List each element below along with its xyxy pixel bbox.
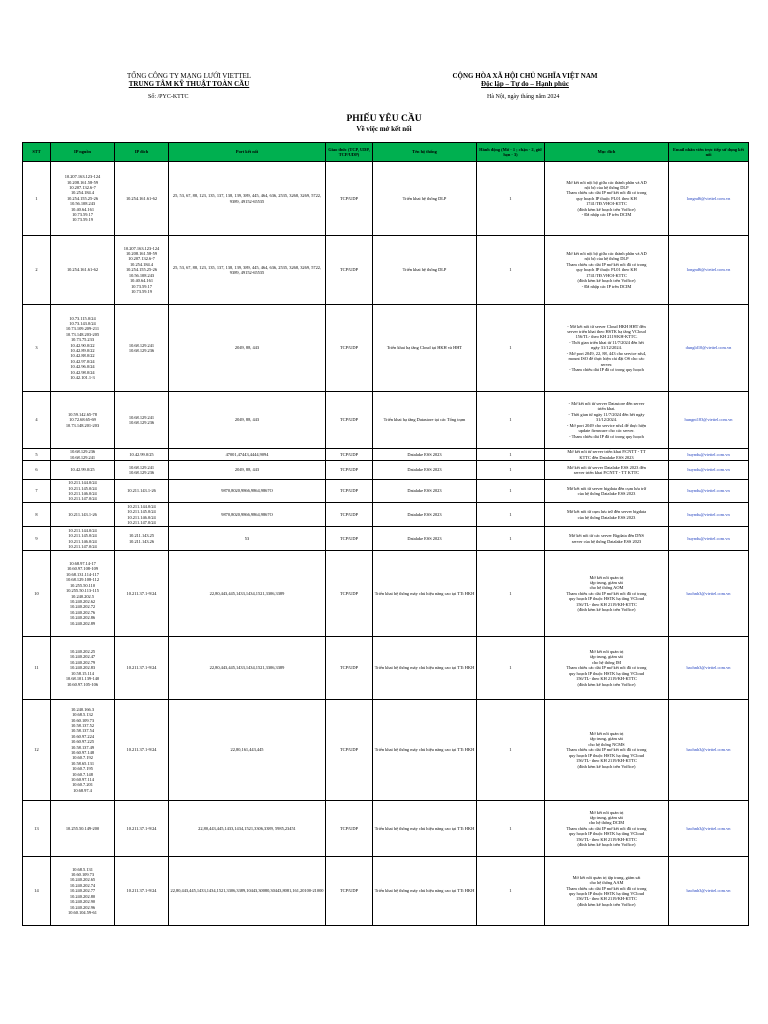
cell-system: Triển khai hệ thống DLP (373, 236, 477, 305)
organization-header (100, 72, 278, 89)
cell-port: 22,80,161,443,445 (169, 700, 326, 801)
cell-purpose: Mở kết nối quản trị tập trung, giám sát cho hệ thống AOM Tham chiếu các dải IP mở kết nối đã có trong quy hoạch IP thuộc HSTK hạ tầng VCloud 156/TL- theo KH 2119/KH-KTTC (đính kèm kế hoạch trên Voffice) (545, 551, 669, 637)
cell-purpose: Mở kết nối nội bộ giữa các thành phần và AD nội bộ của hệ thống DLP Tham chiếu các dải IP mở kết nối đã có trong quy hoạch IP thuộc PL01 theo KH 1741/TĐ.VHOI-KTTC (đính kèm kế hoạch trên Voffice) - Đã nhập các IP trên DCIM (545, 236, 669, 305)
cell-system: Triển khai hệ thống máy chủ hiệu năng cao tại TTi HKH (373, 637, 477, 700)
table-row (23, 551, 749, 637)
cell-email: bachnh3@viettel.com.vn (669, 857, 749, 926)
cell-system: Triển khai hạ tầng Cloud tại HKH và HHT (373, 305, 477, 392)
cell-stt: 14 (23, 857, 51, 926)
cell-protocol: TCP/UDP (326, 857, 373, 926)
cell-source-ip: 10.211.144.0/24 10.211.145.0/24 10.211.146.0/24 10.211.147.0/24 (51, 480, 115, 503)
cell-port: 9870,8020,9866,9864,9867O (169, 480, 326, 503)
cell-protocol: TCP/UDP (326, 700, 373, 801)
column-header: Giao thức (TCP, UDP, TCP/UDP) (326, 143, 373, 162)
table-row (23, 480, 749, 503)
cell-destination-ip: 10.68.129.241 10.68.129.236 (115, 461, 169, 480)
request-table (22, 142, 749, 926)
cell-protocol: TCP/UDP (326, 461, 373, 480)
cell-purpose: Mở kết nối quản trị tập trung, giám sát cho hệ thống NCMS Tham chiếu các dải IP mở kết nối đã có trong quy hoạch IP thuộc HSTK hạ tầng VCloud 156/TL- theo KH 2119/KH-KTTC (đính kèm kế hoạch trên Voffice) (545, 700, 669, 801)
cell-port: 25, 53, 67, 88, 123, 135, 137, 138, 139, 389, 445, 464, 636, 2535, 3268, 3269, 5722, 9389, 49152-65535 (169, 162, 326, 236)
cell-system: Triển khai hạ tầng Datastore tại các Tổng trạm (373, 392, 477, 449)
cell-action: 1 (477, 461, 545, 480)
document-title: PHIẾU YÊU CẦU (346, 114, 422, 124)
cell-destination-ip: 10.211.37.1-9/24 (115, 857, 169, 926)
place-date: Hà Nội, ngày tháng năm 2024 (487, 94, 560, 100)
cell-protocol: TCP/UDP (326, 527, 373, 551)
cell-source-ip: 10.240.202.25 10.240.202.47 10.240.202.79 10.240.202.83 10.58.15.114 10.68.101.139-140 10.60.97.105-106 (51, 637, 115, 700)
cell-protocol: TCP/UDP (326, 449, 373, 461)
table-row (23, 305, 749, 392)
table-body (23, 162, 749, 926)
cell-action: 1 (477, 449, 545, 461)
cell-purpose: Mở kết nối quản trị tập trung, giám sát cho hệ thống DCIM Tham chiếu các dải IP mở kết nối đã có trong quy hoạch IP thuộc HSTK hạ tầng VCloud 156/TL- theo KH 2119/KH-KTTC (đính kèm kế hoạch trên Voffice) (545, 801, 669, 857)
cell-stt: 10 (23, 551, 51, 637)
cell-system: Triển khai hệ thống máy chủ hiệu năng cao tại TTi HKH (373, 857, 477, 926)
national-header (420, 72, 630, 89)
cell-purpose: Mở kết nối nội bộ giữa các thành phần và AD nội bộ của hệ thống DLP Tham chiếu các dải IP mở kết nối đã có trong quy hoạch IP thuộc PL01 theo KH 1741/TĐ.VHOI-KTTC (đính kèm kế hoạch trên Voffice) - Đã nhập các IP trên DCIM (545, 162, 669, 236)
cell-protocol: TCP/UDP (326, 392, 373, 449)
column-header: IP đích (115, 143, 169, 162)
cell-stt: 7 (23, 480, 51, 503)
cell-system: Datalake ESS 2023 (373, 503, 477, 527)
cell-purpose: - Mở kết nối từ server Cloud HKH HHT đến server triển khai theo HSTK hạ tầng VCloud 156/TL- theo KH 2119/KH-KTTC. - Thời gian triển khai từ 11/7/2024 đến hết ngày 31/12/2024. - Mở port 2049, 22, 88, 443 cho service nfs4, mount ISO để thực hiện cài đặt OS cho các server. - Tham chiếu dải IP đã có trong quy hoạch (545, 305, 669, 392)
cell-action: 1 (477, 801, 545, 857)
cell-port: 22,80,443,445,1433,1434,1521,3306,3389 (169, 551, 326, 637)
cell-destination-ip: 10.211.37.1-9/24 (115, 801, 169, 857)
cell-source-ip: 10.68.5.131 10.60.109.73 10.240.202.65 10.240.202.74 10.240.202.77 10.240.202.80 10.240.202.90 10.240.202.96 10.60.104.59-61 (51, 857, 115, 926)
cell-source-ip: 10.42.99.0/25 (51, 461, 115, 480)
cell-port: 22,80,443,445,1433,1434,1521,3306,3389,10443,30080,30443,8081,161,20100-21000 (169, 857, 326, 926)
cell-system: Datalake ESS 2023 (373, 527, 477, 551)
cell-action: 1 (477, 527, 545, 551)
cell-stt: 11 (23, 637, 51, 700)
nation-title: CỘNG HÒA XÃ HỘI CHỦ NGHĨA VIỆT NAM (452, 72, 598, 80)
cell-protocol: TCP/UDP (326, 480, 373, 503)
cell-destination-ip: 10.211.144.0/24 10.211.145.0/24 10.211.146.0/24 10.211.147.0/24 (115, 503, 169, 527)
cell-email: bachnh3@viettel.com.vn (669, 700, 749, 801)
cell-port: 47001,47443,4444,9094 (169, 449, 326, 461)
cell-protocol: TCP/UDP (326, 637, 373, 700)
table-row (23, 801, 749, 857)
cell-email: dungld10@viettel.com.vn (669, 305, 749, 392)
cell-source-ip: 10.254.161.61-62 (51, 236, 115, 305)
cell-email: longnd6@viettel.com.vn (669, 162, 749, 236)
cell-email: bachnh3@viettel.com.vn (669, 637, 749, 700)
cell-destination-ip: 10.211.143.1-26 (115, 480, 169, 503)
table-row (23, 503, 749, 527)
cell-action: 1 (477, 305, 545, 392)
cell-email: longnd6@viettel.com.vn (669, 236, 749, 305)
column-header: Port kết nối (169, 143, 326, 162)
cell-email: huyndu@viettel.com.vn (669, 480, 749, 503)
cell-source-ip: 10.73.115.0/24 10.73.143.0/24 10.73.109.209-211 10.73.148.203-205 10.73.75.233 10.42.90.0/22 10.42.89.0/22 10.42.88.0/22 10.42.97.0/24 10.42.96.0/24 10.42.98.0/24 10.42.101.1-3 (51, 305, 115, 392)
cell-destination-ip: 10.42.99.0/25 (115, 449, 169, 461)
cell-destination-ip: 10.211.143.25 10.211.143.26 (115, 527, 169, 551)
cell-email: bachnh3@viettel.com.vn (669, 551, 749, 637)
cell-source-ip: 10.207.163.123-124 10.208.161.58-59 10.207.132.6-7 10.254.184.4 10.254.155.25-26 10.56.108.243 10.40.64.161 10.73.59.17 10.73.59.19 (51, 162, 115, 236)
cell-source-ip: 10.68.129.236 10.68.129.241 (51, 449, 115, 461)
cell-source-ip: 10.59.142.65-78 10.72.68.65-69 10.73.148.201-203 (51, 392, 115, 449)
document-subtitle: Về việc mở kết nối (356, 125, 412, 133)
cell-destination-ip: 10.68.129.241 10.68.129.236 (115, 392, 169, 449)
cell-stt: 9 (23, 527, 51, 551)
column-header: Mục đích (545, 143, 669, 162)
document-number: Số: /PYC-KTTC (148, 94, 189, 100)
table-row (23, 392, 749, 449)
cell-stt: 1 (23, 162, 51, 236)
cell-purpose: Mở kết nối từ server Datalake ESS 2023 đến server triển khai P.CNTT - TT KTTC (545, 461, 669, 480)
column-header: IP nguồn (51, 143, 115, 162)
cell-port: 22,80,443,445,1433,1434,1521,3306,3389, 5985,23451 (169, 801, 326, 857)
cell-action: 1 (477, 637, 545, 700)
cell-action: 1 (477, 236, 545, 305)
column-header: Hành động (Mở - 1 ; chặn - 2, giữ hẹn - 3) (477, 143, 545, 162)
cell-destination-ip: 10.211.37.1-9/24 (115, 637, 169, 700)
cell-stt: 6 (23, 461, 51, 480)
cell-action: 1 (477, 480, 545, 503)
cell-action: 1 (477, 857, 545, 926)
national-motto: Độc lập – Tự do – Hạnh phúc (481, 80, 569, 89)
table-header-row (23, 143, 749, 162)
cell-stt: 4 (23, 392, 51, 449)
table-row (23, 461, 749, 480)
cell-protocol: TCP/UDP (326, 551, 373, 637)
cell-destination-ip: 10.211.37.1-9/24 (115, 551, 169, 637)
table-row (23, 637, 749, 700)
column-header: STT (23, 143, 51, 162)
cell-destination-ip: 10.211.37.1-9/24 (115, 700, 169, 801)
cell-port: 2049, 88, 443 (169, 392, 326, 449)
cell-email: huyndu@viettel.com.vn (669, 503, 749, 527)
cell-stt: 3 (23, 305, 51, 392)
cell-system: Triển khai hệ thống DLP (373, 162, 477, 236)
cell-port: 53 (169, 527, 326, 551)
cell-stt: 12 (23, 700, 51, 801)
cell-protocol: TCP/UDP (326, 503, 373, 527)
cell-system: Datalake ESS 2023 (373, 461, 477, 480)
cell-port: 25, 53, 67, 88, 123, 135, 137, 138, 139, 389, 445, 464, 636, 2535, 3268, 3269, 5722, 9389, 49152-65535 (169, 236, 326, 305)
cell-email: hungnt183@viettel.com.vn (669, 392, 749, 449)
cell-source-ip: 10.68.97.14-17 10.60.97.108-109 10.68.131.114-117 10.68.129.108-112 10.255.50.110 10.255.50.113-115 10.240.202.5 10.240.202.62 10.240.202.72 10.240.202.76 10.240.202.86 10.240.202.89 (51, 551, 115, 637)
cell-protocol: TCP/UDP (326, 236, 373, 305)
cell-protocol: TCP/UDP (326, 305, 373, 392)
cell-system: Triển khai hệ thống máy chủ hiệu năng cao tại TTi HKH (373, 700, 477, 801)
cell-purpose: - Mở kết nối từ server Datastore đến server triển khai. - Thời gian từ ngày 11/7/2024 đến hết ngày 31/12/2024. - Mở port 2049 cho service nfs4 để thực hiện update firmware cho các server. - Tham chiếu dải IP đã có trong quy hoạch (545, 392, 669, 449)
cell-source-ip: 10.255.50.149-200 (51, 801, 115, 857)
cell-protocol: TCP/UDP (326, 801, 373, 857)
cell-email: bachnh3@viettel.com.vn (669, 801, 749, 857)
cell-stt: 13 (23, 801, 51, 857)
table-row (23, 449, 749, 461)
cell-action: 1 (477, 392, 545, 449)
cell-purpose: Mở kết nối từ server bigdata đến cụm lưu trữ của hệ thống Datalake ESS 2023 (545, 480, 669, 503)
cell-destination-ip: 10.254.161.61-62 (115, 162, 169, 236)
cell-port: 2049, 88, 443 (169, 305, 326, 392)
table-row (23, 527, 749, 551)
cell-purpose: Mở kết nối quản trị tập trung, giám sát cho hệ thống AAM Tham chiếu các dải IP mở kết nối đã có trong quy hoạch IP thuộc HSTK hạ tầng VCloud 156/TL- theo KH 2119/KH-KTTC (đính kèm kế hoạch trên Voffice) (545, 857, 669, 926)
cell-email: huyndu@viettel.com.vn (669, 527, 749, 551)
cell-email: huyndu@viettel.com.vn (669, 449, 749, 461)
cell-action: 1 (477, 162, 545, 236)
cell-port: 9870,8020,9866,9864,9867O (169, 503, 326, 527)
cell-stt: 5 (23, 449, 51, 461)
cell-destination-ip: 10.207.163.123-124 10.208.161.58-59 10.207.132.6-7 10.254.184.4 10.254.155.25-26 10.56.108.243 10.40.64.161 10.73.59.17 10.73.59.19 (115, 236, 169, 305)
cell-port: 22,80,443,445,1433,1434,1521,3306,3389 (169, 637, 326, 700)
column-header: Tên hệ thống (373, 143, 477, 162)
cell-action: 1 (477, 551, 545, 637)
cell-source-ip: 10.240.166.3 10.68.5.132 10.60.109.73 10.58.137.52 10.58.137.54 10.60.97.224 10.60.97.225 10.58.137.49 10.60.97.148 10.60.7.192 10.58.65.131 10.60.7.195 10.60.7.148 10.60.97.114 10.60.7.201 10.68.97.4 (51, 700, 115, 801)
table-row (23, 236, 749, 305)
cell-action: 1 (477, 503, 545, 527)
cell-port: 2049, 88, 443 (169, 461, 326, 480)
cell-system: Datalake ESS 2023 (373, 449, 477, 461)
cell-system: Triển khai hệ thống máy chủ hiệu năng cao tại TTi HKH (373, 551, 477, 637)
cell-destination-ip: 10.68.129.241 10.68.129.236 (115, 305, 169, 392)
cell-system: Datalake ESS 2023 (373, 480, 477, 503)
table-row (23, 700, 749, 801)
cell-purpose: Mở kết nối từ cụm lưu trữ đến server bigdata của hệ thống Datalake ESS 2023 (545, 503, 669, 527)
cell-protocol: TCP/UDP (326, 162, 373, 236)
cell-stt: 8 (23, 503, 51, 527)
column-header: Email nhân viên trực tiếp sử dụng kết nối (669, 143, 749, 162)
parent-organization: TỔNG CÔNG TY MẠNG LƯỚI VIETTEL (126, 72, 252, 80)
cell-source-ip: 10.211.143.1-26 (51, 503, 115, 527)
cell-source-ip: 10.211.144.0/24 10.211.145.0/24 10.211.146.0/24 10.211.147.0/24 (51, 527, 115, 551)
cell-email: huyndu@viettel.com.vn (669, 461, 749, 480)
cell-purpose: Mở kết nối quản trị tập trung, giám sát cho hệ thống IM Tham chiếu các dải IP mở kết nối đã có trong quy hoạch IP thuộc HSTK hạ tầng VCloud 156/TL- theo KH 2119/KH-KTTC (đính kèm kế hoạch trên Voffice) (545, 637, 669, 700)
cell-system: Triển khai hệ thống máy chủ hiệu năng cao tại TTi HKH (373, 801, 477, 857)
organization-unit: TRUNG TÂM KỸ THUẬT TOÀN CẦU (128, 80, 250, 89)
cell-purpose: Mở kết nối từ server triển khai P.CNTT - TT KTTC đến Datalake ESS 2023 (545, 449, 669, 461)
table-row (23, 162, 749, 236)
cell-stt: 2 (23, 236, 51, 305)
cell-purpose: Mở kết nối từ các server Bigdata đến DNS server của hệ thống Datalake ESS 2023 (545, 527, 669, 551)
cell-action: 1 (477, 700, 545, 801)
table-row (23, 857, 749, 926)
